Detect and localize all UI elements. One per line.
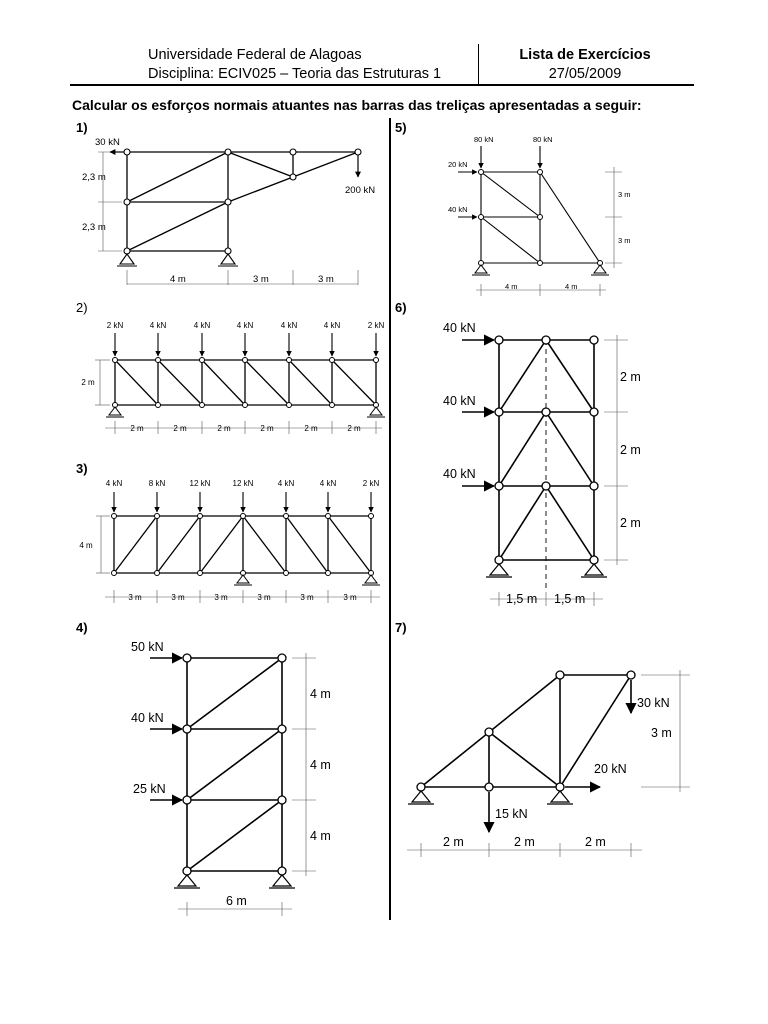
dimension-label: 2 m [81, 378, 95, 387]
problem-number-4: 4) [76, 620, 88, 635]
truss-4 [150, 653, 316, 916]
dimension-label: 1,5 m [554, 592, 586, 606]
dimension-label: 2 m [130, 424, 144, 433]
problem-number-6: 6) [395, 300, 407, 315]
dimension-label: 2 m [620, 370, 641, 384]
dimension-label: 2,3 m [82, 222, 106, 233]
load-label: 80 kN [533, 135, 553, 144]
truss-1 [98, 149, 361, 285]
load-label: 40 kN [443, 394, 476, 408]
load-label: 4 kN [236, 321, 254, 330]
dimension-label: 2 m [620, 516, 641, 530]
truss-5 [458, 146, 622, 296]
dimension-label: 3 m [257, 593, 271, 602]
dimension-label: 3 m [318, 274, 334, 285]
load-label: 200 kN [345, 185, 376, 196]
dimension-label: 2 m [443, 835, 464, 849]
course-name: Disciplina: ECIV025 – Teoria das Estruturas 1 [148, 66, 442, 82]
dimension-label: 3 m [618, 190, 631, 199]
load-label: 4 kN [280, 321, 298, 330]
problem-number-7: 7) [395, 620, 407, 635]
dimension-label: 3 m [618, 236, 631, 245]
truss-5-labels [448, 135, 631, 291]
dimension-label: 3 m [253, 274, 269, 285]
truss-3 [96, 492, 380, 603]
instruction-text: Calcular os esforços normais atuantes nas barras das treliças apresentadas a seguir: [72, 97, 642, 113]
load-label: 4 kN [193, 321, 211, 330]
load-label: 30 kN [637, 696, 670, 710]
load-label: 4 kN [323, 321, 341, 330]
university-name: Universidade Federal de Alagoas [148, 47, 362, 63]
dimension-label: 2,3 m [82, 172, 106, 183]
truss-2-labels [81, 321, 384, 433]
load-label: 40 kN [443, 467, 476, 481]
truss-2 [95, 333, 385, 434]
load-label: 2 kN [106, 321, 124, 330]
truss-7-labels [443, 696, 672, 849]
dimension-label: 2 m [347, 424, 361, 433]
dimension-label: 4 m [565, 282, 578, 291]
dimension-label: 3 m [171, 593, 185, 602]
load-label: 20 kN [594, 762, 627, 776]
dimension-label: 1,5 m [506, 592, 538, 606]
dimension-label: 2 m [304, 424, 318, 433]
dimension-label: 3 m [300, 593, 314, 602]
document-date: 27/05/2009 [548, 66, 622, 82]
dimension-label: 3 m [128, 593, 142, 602]
load-label: 4 kN [277, 479, 295, 488]
dimension-label: 4 m [310, 758, 331, 772]
truss-4-labels [131, 640, 331, 908]
dimension-label: 4 m [79, 541, 93, 550]
load-label: 40 kN [448, 205, 468, 214]
load-label: 4 kN [105, 479, 123, 488]
dimension-label: 4 m [170, 274, 186, 285]
load-label: 40 kN [131, 711, 164, 725]
problem-number-1: 1) [76, 120, 88, 135]
dimension-label: 3 m [651, 726, 672, 740]
dimension-label: 3 m [343, 593, 357, 602]
dimension-label: 2 m [514, 835, 535, 849]
dimension-label: 3 m [214, 593, 228, 602]
problem-number-2: 2) [76, 300, 88, 315]
load-label: 40 kN [443, 321, 476, 335]
load-label: 12 kN [232, 479, 254, 488]
document-title: Lista de Exercícios [519, 47, 651, 63]
dimension-label: 2 m [585, 835, 606, 849]
load-label: 20 kN [448, 160, 468, 169]
dimension-label: 4 m [505, 282, 518, 291]
load-label: 4 kN [149, 321, 167, 330]
load-label: 8 kN [148, 479, 166, 488]
load-label: 30 kN [95, 137, 120, 148]
load-label: 2 kN [362, 479, 380, 488]
dimension-label: 2 m [217, 424, 231, 433]
problem-number-3: 3) [76, 461, 88, 476]
dimension-label: 6 m [226, 894, 247, 908]
problem-number-5: 5) [395, 120, 407, 135]
dimension-label: 2 m [260, 424, 274, 433]
load-label: 50 kN [131, 640, 164, 654]
load-label: 12 kN [189, 479, 211, 488]
dimension-label: 4 m [310, 687, 331, 701]
truss-3-labels [79, 479, 379, 602]
dimension-label: 4 m [310, 829, 331, 843]
load-label: 2 kN [367, 321, 385, 330]
dimension-label: 2 m [620, 443, 641, 457]
load-label: 25 kN [133, 782, 166, 796]
truss-6 [462, 335, 628, 606]
dimension-label: 2 m [173, 424, 187, 433]
truss-6-labels [443, 321, 641, 606]
load-label: 80 kN [474, 135, 494, 144]
load-label: 15 kN [495, 807, 528, 821]
load-label: 4 kN [319, 479, 337, 488]
